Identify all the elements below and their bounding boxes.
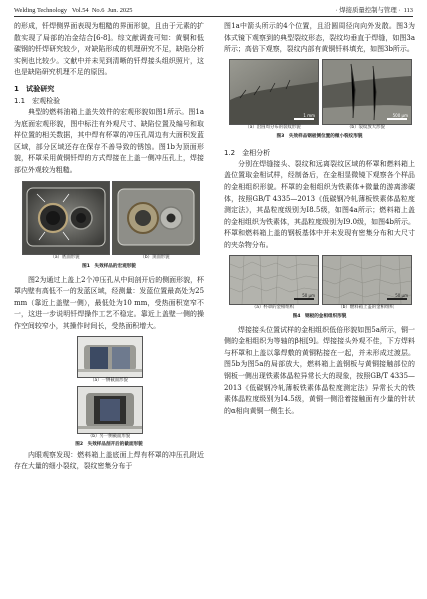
paragraph-right-bottom: 焊接接头位置试样的金相组织低倍形貌如图5a所示，铜一侧的金相组织为等轴的β相[9]。焊接接头外观不佳，下方焊料与杯罩和上盖以靠焊敷的黄铜粘接在一起，并未形成过渡层。图5b为图5a的局部放大，燃料箱上盖钢板与黄铜接触部位的钢板一侧出现铁素体晶粒异常长大的现象，按照GB/T 4335—2013《低碳钢冷轧薄板铁素体晶粒度测定法》异常长大的铁素体晶粒度级别为Ⅰ4.5级，黄铜一侧沿着接触面有少量的针状的α相向黄铜一侧生长。 bbox=[224, 325, 415, 415]
fig1a-subcaption: （a）底面形貌 bbox=[50, 254, 80, 260]
fig2a-photo bbox=[77, 336, 143, 378]
fig2b-photo bbox=[77, 386, 143, 434]
figure-1 bbox=[14, 181, 204, 273]
paragraph-metallography: 分别在焊缝接头、裂纹和远离裂纹区域的杯罩和燃料箱上盖位置取金相试样，经制备后，在金相显微镜下观察各个样品的金相组织形貌。杯罩的金相组织为铁素体+微量的游离渗碳体，按照GB/T 4335—2013《低碳钢冷轧薄板铁素体晶粒度测定法》，其晶粒度级别为Ⅰ8.5级，如图4a所示；燃料箱上盖的金相组织为铁素体，其晶粒度级别为Ⅰ9.0级，如图4b所示。杯罩和燃料箱上盖的钢板基体中并未发现有密集分布和大尺寸的夹杂物分布。 bbox=[224, 159, 415, 249]
fig2a-subcaption: （a）一侧截面形貌 bbox=[90, 377, 128, 383]
fig4a-subcaption: （a）杯罩的金相组织 bbox=[251, 304, 295, 310]
fig3b-scale-label: 500 µm bbox=[392, 112, 408, 118]
fig3a-photo bbox=[229, 59, 319, 125]
fig3b-subcaption: （b）裂纹放大形貌 bbox=[347, 124, 385, 130]
left-column bbox=[14, 21, 204, 473]
header-right bbox=[335, 5, 413, 16]
section-view-b-image bbox=[78, 387, 142, 433]
fig3a-subcaption: （a）沿圆周分布的裂纹形貌 bbox=[245, 124, 301, 130]
fig3-caption: 图3 失效样品钢板侧位置的微小裂纹形貌 bbox=[276, 133, 363, 139]
header-rule bbox=[14, 16, 413, 17]
page-number: 113 bbox=[403, 7, 413, 14]
paragraph-macro: 典型的燃料油箱上盖失效件的宏观形貌如图1所示。图1a为底面宏观形貌，图中标注有外观尺寸、缺陷位置及编号和取样位置的相关数据，其中焊有杯罩的冲压孔周边有大面积发蓝区域，部分区域还存在保存不善导致的锈蚀。图1b为顶面形貌，杯罩采用黄铜钎焊的方式焊接在上盖一侧冲压孔上，焊接部位外观较为粗糙。 bbox=[14, 107, 204, 174]
fig3a-scale-label: 1 mm bbox=[303, 112, 315, 118]
fig1a-photo bbox=[22, 181, 110, 255]
fig3a-scale-bar bbox=[294, 118, 314, 120]
fig1-caption: 图1 失效样品的宏观形貌 bbox=[82, 263, 136, 269]
fig4b-subcaption: （b）燃料箱上盖的金相组织 bbox=[338, 304, 394, 310]
fuel-tank-top-image bbox=[113, 182, 199, 254]
header-left bbox=[14, 5, 132, 16]
figure-4 bbox=[224, 255, 415, 323]
paragraph-right-top: 图1a中箭头所示的4个位置，且沿圆周径向向外发散。图3为体式镜下观察到的典型裂纹形态，裂纹均垂直于焊缝，如图3a所示；高倍下观察，裂纹内部有黄铜钎料填充，如图3b所示。 bbox=[224, 22, 415, 54]
figure-3 bbox=[224, 59, 415, 145]
running-header bbox=[14, 5, 413, 16]
fig2b-subcaption: （b）另一侧截面形貌 bbox=[87, 433, 131, 439]
figure-2 bbox=[14, 336, 204, 448]
paragraph-left-bottom: 内眼观察发现：燃料箱上盖底面上焊有杯罩的冲压孔附近存在大量的细小裂纹，裂纹密集分布于 bbox=[14, 450, 204, 471]
fig2-caption: 图2 失效样品剖开后的截面形貌 bbox=[75, 441, 143, 447]
subsection-heading-1-1: 1.1 宏观检验 bbox=[14, 96, 61, 105]
fig4a-scale-bar bbox=[294, 298, 314, 300]
issue-date: Jun. 2025 bbox=[107, 7, 133, 14]
fig4a-scale-label: 50 µm bbox=[302, 292, 315, 298]
right-column bbox=[224, 21, 415, 417]
paragraph-intro: 的形成，钎焊侧界面表现为粗糙的界面形貌，且由于元素的扩散实现了局部的冶金结合[6-8]。综文献调查可知：黄铜和低碳钢的钎焊研究较少，对缺陷形成的机理研究不足，缺陷分析实例也比较少。文献中并未见到清晰的钎焊接头组织照片，这也是缺陷研究机理不足的原因。 bbox=[14, 22, 204, 77]
issue: No.6 bbox=[91, 7, 105, 14]
fig4b-scale-bar bbox=[387, 298, 407, 300]
paragraph-fig2-text: 图2为通过上盖上2个冲压孔从中间剖开后的侧面形貌，杯罩内壁有高低不一的发蓝区域，经测量：发蓝位置最高处为25 mm（靠近上盖壁一侧），最低处为10 mm，受热面积宽窄不一，这进一步说明钎焊操作工艺不稳定。靠近上盖壁一侧的操作空间较窄小，其操作时间长，受热面积增大。 bbox=[14, 275, 204, 330]
section-heading-1: 1 试验研究 bbox=[14, 83, 55, 93]
journal-name: Welding Technology bbox=[14, 7, 68, 14]
fig3b-photo bbox=[322, 59, 412, 125]
fig4-caption: 图4 钢板的金相组织形貌 bbox=[292, 313, 347, 319]
volume: Vol.54 bbox=[71, 7, 89, 14]
fuel-tank-bottom-image bbox=[23, 182, 109, 254]
fig4b-photo bbox=[322, 255, 412, 305]
section-title: · 焊接质量控制与管理 · bbox=[335, 7, 401, 14]
subsection-heading-1-2: 1.2 金相分析 bbox=[224, 148, 271, 157]
section-view-a-image bbox=[78, 337, 142, 377]
fig3b-scale-bar bbox=[387, 118, 407, 120]
fig4a-photo bbox=[229, 255, 319, 305]
fig1b-subcaption: （b）顶面形貌 bbox=[140, 254, 170, 260]
fig4b-scale-label: 50 µm bbox=[395, 292, 408, 298]
fig1b-photo bbox=[112, 181, 200, 255]
